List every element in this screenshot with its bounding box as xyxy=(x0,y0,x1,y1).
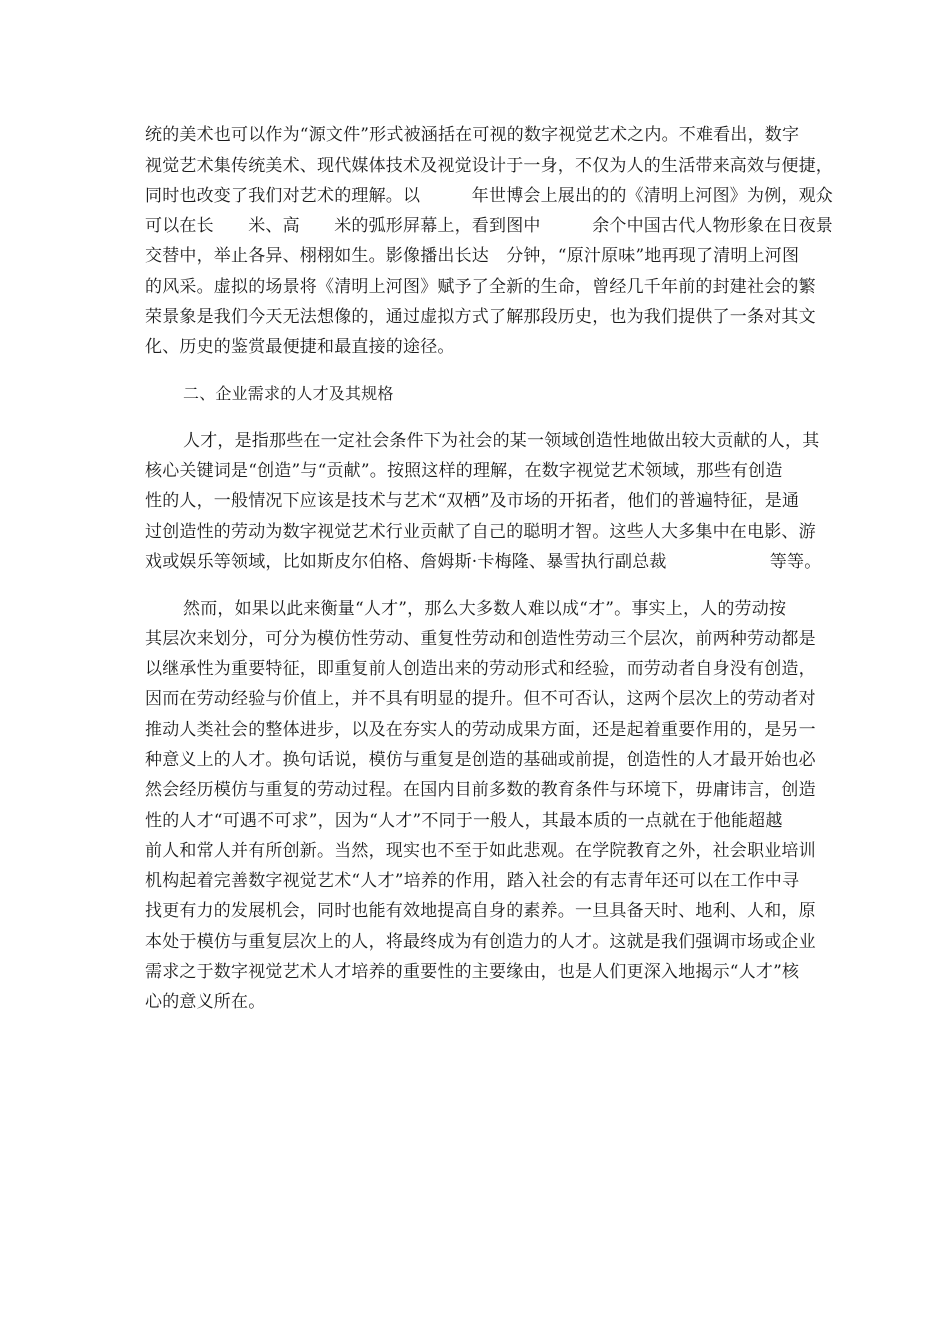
paragraph-line: 以继承性为重要特征，即重复前人创造出来的劳动形式和经验，而劳动者自身没有创造， xyxy=(145,659,816,679)
section-heading: 二、企业需求的人才及其规格 xyxy=(183,384,394,403)
paragraph-line: 性的人，一般情况下应该是技术与艺术“双栖”及市场的开拓者，他们的普遍特征，是通 xyxy=(145,491,800,511)
paragraph-line: 戏或娱乐等领域，比如斯皮尔伯格、詹姆斯·卡梅隆、暴雪执行副总裁 等等。 xyxy=(145,552,822,572)
paragraph-line: 种意义上的人才。换句话说，模仿与重复是创造的基础或前提，创造性的人才最开始也必 xyxy=(145,750,816,770)
paragraph-line: 荣景象是我们今天无法想像的，通过虚拟方式了解那段历史，也为我们提供了一条对其文 xyxy=(145,307,816,327)
paragraph-line: 性的人才“可遇不可求”，因为“人才”不同于一般人，其最本质的一点就在于他能超越 xyxy=(145,811,783,831)
paragraph-line: 化、历史的鉴赏最便捷和最直接的途径。 xyxy=(145,337,455,357)
paragraph-line: 机构起着完善数字视觉艺术“人才”培养的作用，踏入社会的有志青年还可以在工作中寻 xyxy=(145,871,800,891)
paragraph-line: 同时也改变了我们对艺术的理解。以 年世博会上展出的的《清明上河图》为例，观众 xyxy=(145,186,833,206)
paragraph-line: 过创造性的劳动为数字视觉艺术行业贡献了自己的聪明才智。这些人大多集中在电影、游 xyxy=(145,522,816,542)
paragraph-line: 其层次来划分，可分为模仿性劳动、重复性劳动和创造性劳动三个层次，前两种劳动都是 xyxy=(145,629,816,649)
paragraph-line: 因而在劳动经验与价值上，并不具有明显的提升。但不可否认，这两个层次上的劳动者对 xyxy=(145,689,816,709)
paragraph-line: 推动人类社会的整体进步，以及在夯实人的劳动成果方面，还是起着重要作用的，是另一 xyxy=(145,720,816,740)
paragraph-line: 可以在长 米、高 米的弧形屏幕上，看到图中 余个中国古代人物形象在日夜景 xyxy=(145,216,833,236)
paragraph-line: 视觉艺术集传统美术、现代媒体技术及视觉设计于一身，不仅为人的生活带来高效与便捷， xyxy=(145,156,833,176)
paragraph-line: 然而，如果以此来衡量“人才”，那么大多数人难以成“才”。事实上，人的劳动按 xyxy=(183,599,787,619)
paragraph-line: 然会经历模仿与重复的劳动过程。在国内目前多数的教育条件与环境下，毋庸讳言，创造 xyxy=(145,780,816,800)
paragraph-line: 心的意义所在。 xyxy=(145,992,266,1012)
paragraph-line: 前人和常人并有所创新。当然，现实也不至于如此悲观。在学院教育之外，社会职业培训 xyxy=(145,841,816,861)
paragraph-line: 统的美术也可以作为“源文件”形式被涵括在可视的数字视觉艺术之内。不难看出，数字 xyxy=(145,125,800,145)
paragraph-line: 的风采。虚拟的场景将《清明上河图》赋予了全新的生命，曾经几千年前的封建社会的繁 xyxy=(145,277,816,297)
paragraph-line: 人才，是指那些在一定社会条件下为社会的某一领域创造性地做出较大贡献的人，其 xyxy=(183,431,820,451)
paragraph-line: 本处于模仿与重复层次上的人，将最终成为有创造力的人才。这就是我们强调市场或企业 xyxy=(145,932,816,952)
paragraph-line: 需求之于数字视觉艺术人才培养的重要性的主要缘由，也是人们更深入地揭示“人才”核 xyxy=(145,962,800,982)
paragraph-line: 交替中，举止各异、栩栩如生。影像播出长达 分钟，“原汁原味”地再现了清明上河图 xyxy=(145,246,800,266)
paragraph-line: 找更有力的发展机会，同时也能有效地提高自身的素养。一旦具备天时、地利、人和，原 xyxy=(145,901,816,921)
paragraph-line: 核心关键词是“创造”与“贡献”。按照这样的理解，在数字视觉艺术领域，那些有创造 xyxy=(145,461,783,481)
